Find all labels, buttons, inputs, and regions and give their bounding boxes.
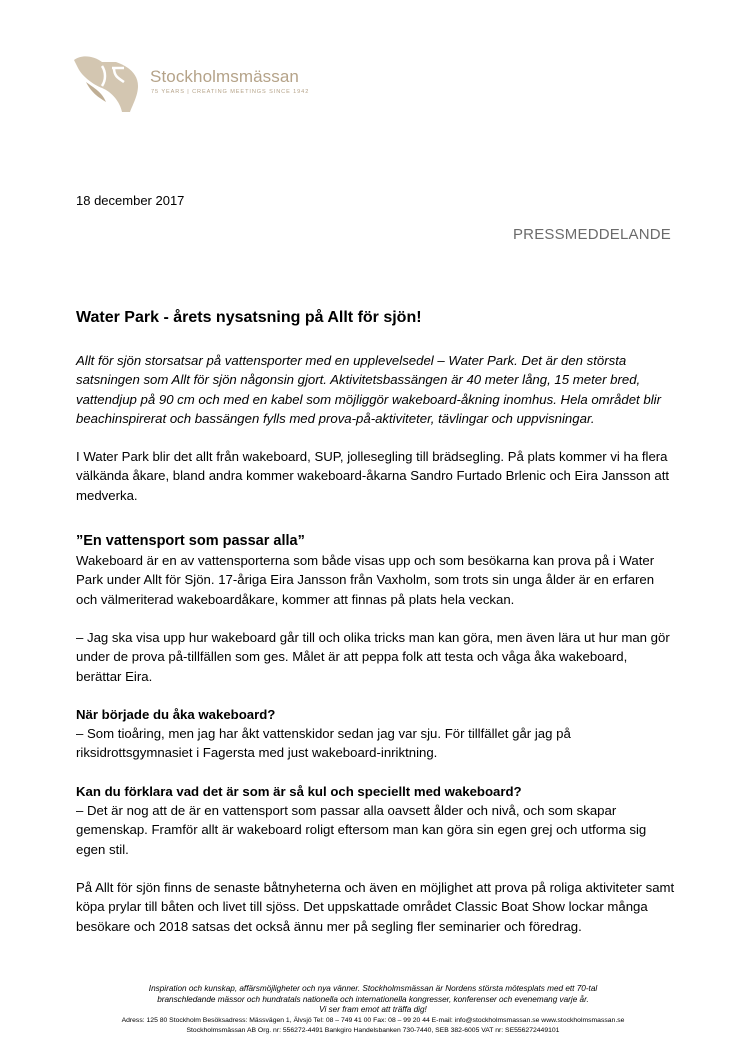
- release-date: 18 december 2017: [76, 193, 185, 208]
- quote-paragraph: – Jag ska visa upp hur wakeboard går till och olika tricks man kan göra, men även lära ut hur man gör under de prova på-tillfällen som ges. Målet är att peppa folk att testa och våga åka wakeboard, berättar Eira.: [76, 629, 670, 684]
- footer-address: Adress: 125 80 Stockholm Besöksadress: Mässvägen 1, Älvsjö Tel: 08 – 749 41 00 Fax: 08 – 99 20 44 E-mail: info@stockholmsmassan.se www.stockholmsmassan.se: [121, 1016, 625, 1024]
- article-body: [76, 351, 676, 936]
- body-paragraph: I Water Park blir det allt från wakeboard, SUP, jollesegling till brädsegling. På plats kommer vi ha flera välkända åkare, bland andra kommer wakeboard-åkarna Sandro Furtado Brlenic och Eira Jansson att medverka.: [76, 449, 670, 503]
- footer-text-line: branschledande mässor och hundratals nationella och internationella kongresser, konferenser och evenemang varje år.: [157, 994, 589, 1004]
- interview-answer: – Som tioåring, men jag har åkt vattenskidor sedan jag var sju. För tillfället går jag på riksidrottsgymnasiet i Fagersta med just wakeboard-inriktning.: [76, 726, 571, 761]
- logo-tagline: 75 YEARS | CREATING MEETINGS SINCE 1942: [151, 89, 310, 95]
- logo-wordmark: Stockholmsmässan: [150, 67, 299, 86]
- page-footer: [40, 984, 706, 1036]
- footer-text-line: Vi ser fram emot att träffa dig!: [319, 1005, 427, 1015]
- interview-question: När började du åka wakeboard?: [76, 706, 276, 722]
- ingress-paragraph: Allt för sjön storsatsar på vattensporter med en upplevelsedel – Water Park. Det är den största satsningen som Allt för sjön någonsin gjort. Aktivitetsbassängen är 40 meter lång, 15 meter bred, vattendjup på 90 cm och med en kabel som möjliggör wakeboard-åkning inomhus. Hela området blir beachinspirerat och bassängen fylls med prova-på-aktiviteter, tävlingar och uppvisningar.: [76, 353, 661, 426]
- footer-company-info: Stockholmsmässan AB Org. nr: 556272-4491 Bankgiro Handelsbanken 730-7440, SEB 382-6005 VAT nr: SE556272449101: [186, 1026, 560, 1034]
- company-logo: [72, 52, 352, 114]
- body-paragraph: Wakeboard är en av vattensporterna som både visas upp och som besökarna kan prova på i Water Park under Allt för Sjön. 17-åriga Eira Jansson från Vaxholm, som trots sin unga ålder är en erfaren och välmeriterad wakeboardåkare, kommer att finnas på plats hela veckan.: [76, 553, 655, 607]
- logo-emblem-icon: [72, 52, 144, 114]
- document-type: PRESSMEDDELANDE: [512, 226, 671, 243]
- interview-question: Kan du förklara vad det är som är så kul och speciellt med wakeboard?: [76, 783, 522, 799]
- article-title: Water Park - årets nysatsning på Allt för sjön!: [76, 309, 422, 326]
- closing-paragraph: På Allt för sjön finns de senaste båtnyheterna och även en möjlighet att prova på roliga aktiviteter samt köpa prylar till båten och livet till sjöss. Det uppskattade området Classic Boat Show lockar många besökare och 2018 satsas det också ännu mer på segling fler seminarier och föredrag.: [76, 879, 675, 934]
- section-subheading: ”En vattensport som passar alla”: [76, 533, 305, 550]
- interview-answer: – Det är nog att de är en vattensport som passar alla oavsett ålder och nivå, och som skapar gemenskap. Framför allt är wakeboard roligt eftersom man kan göra sin egen grej och utforma sig egen stil.: [76, 803, 647, 857]
- footer-text-line: Inspiration och kunskap, affärsmöjligheter och nya vänner. Stockholmsmässan är Nordens största mötesplats med ett 70-tal: [148, 984, 598, 993]
